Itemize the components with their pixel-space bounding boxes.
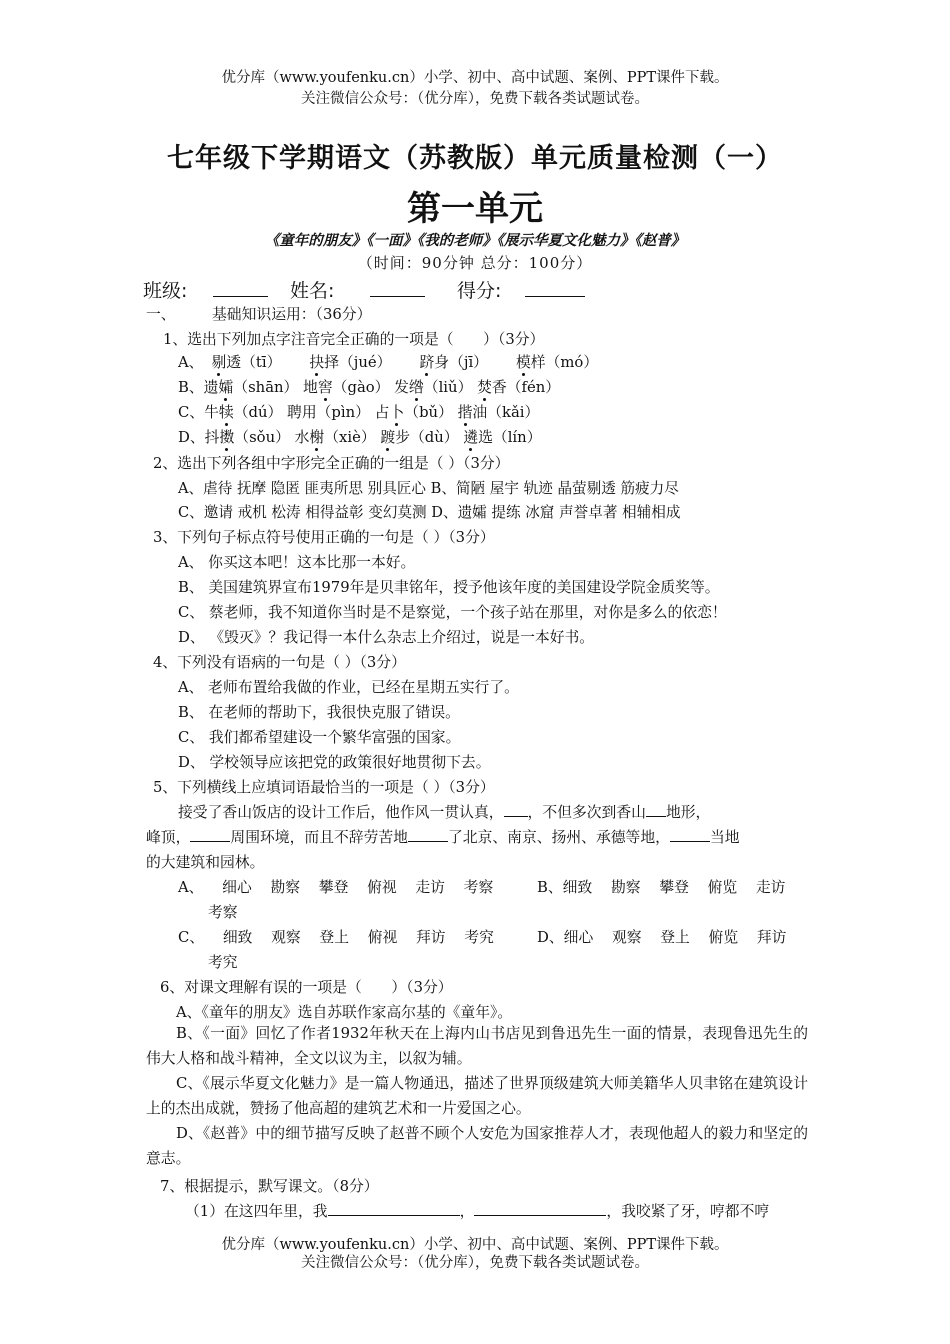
- q5-option-d: D、细心 观察 登上 俯览 拜访: [537, 929, 787, 946]
- lesson-list: 《童年的朋友》《一面》《我的老师》《展示华夏文化魅力》《赵普》: [264, 232, 686, 249]
- q4-option-b: B、 在老师的帮助下，我很快克服了错误。: [178, 704, 460, 721]
- q6-option-b: B、《一面》回忆了作者1932年秋天在上海内山书店见到鲁迅先生一面的情景，表现鲁迅先生的伟大人格和战斗精神，全文以议为主，以叙为辅。: [146, 1025, 808, 1067]
- q6-stem: 6、对课文理解有误的一项是（ ）（3分）: [160, 979, 453, 996]
- q5-blank-3[interactable]: [190, 827, 230, 842]
- q5-option-d-continued: 考究: [208, 954, 238, 971]
- q2-stem: 2、选出下列各组中字形完全正确的一组是（ ）（3分）: [153, 455, 510, 472]
- q1-option-d: D、抖擞（sǒu） 水榭（xiè） 踱步（dù） 遴选（lín）: [178, 429, 542, 446]
- q1-option-c: C、牛犊（dú） 聘用（pìn） 占卜（bǔ） 揩油（kǎi）: [178, 404, 540, 421]
- q4-stem: 4、下列没有语病的一句是（ ）（3分）: [153, 654, 406, 671]
- q1-stem: 1、选出下列加点字注音完全正确的一项是（ ）（3分）: [163, 331, 545, 348]
- score-blank[interactable]: [525, 278, 585, 297]
- q5-option-b-continued: 考察: [208, 904, 238, 921]
- q6-option-c: C、《展示华夏文化魅力》是一篇人物通迅，描述了世界顶级建筑大师美籍华人贝聿铭在建筑设计上的杰出成就，赞扬了他高超的建筑艺术和一片爱国之心。: [146, 1075, 808, 1117]
- q7-blank-2[interactable]: [474, 1201, 606, 1216]
- q5-option-a: A、 细心 勘察 攀登 俯视 走访 考察: [178, 879, 494, 896]
- q2-options-cd: C、邀请 戒机 松涛 相得益彰 变幻莫测 D、遗孀 提练 冰窟 声誉卓著 相辅相成: [178, 504, 681, 521]
- footer-line-2: 关注微信公众号：（优分库），免费下载各类试题试卷。: [301, 1255, 649, 1271]
- score-label: 得分:: [457, 280, 502, 302]
- q2-options-ab: A、虐待 抚摩 隐匿 匪夷所思 别具匠心 B、简陋 屋宇 轨迹 晶萤剔透 筋疲力尽: [178, 480, 679, 497]
- q5-stem: 5、下列横线上应填词语最恰当的一项是（ ）（3分）: [153, 779, 495, 796]
- time-and-score: （时间：90分钟 总分：100分）: [357, 254, 593, 272]
- exam-title: 七年级下学期语文（苏教版）单元质量检测（一）: [167, 143, 783, 174]
- q5-blank-5[interactable]: [670, 827, 710, 842]
- section-number: 一、: [146, 306, 176, 323]
- q5-passage-line-1: 接受了香山饭店的设计工作后，他作风一贯认真， ，不但多次到香山 地形，: [178, 804, 711, 821]
- name-label: 姓名:: [290, 280, 335, 302]
- q5-passage-line-3: 的大建筑和园林。: [146, 854, 265, 871]
- q5-option-b: B、细致 勘察 攀登 俯览 走访: [537, 879, 786, 896]
- class-blank[interactable]: [213, 278, 268, 297]
- q3-stem: 3、下列句子标点符号使用正确的一句是（ ）（3分）: [153, 529, 495, 546]
- q5-option-c: C、 细致 观察 登上 俯视 拜访 考究: [178, 929, 494, 946]
- header-line-2: 关注微信公众号：（优分库），免费下载各类试题试卷。: [301, 91, 649, 107]
- q3-option-a: A、 你买这本吧！这本比那一本好。: [178, 554, 416, 571]
- section-title: 基础知识运用：（36分）: [212, 306, 372, 323]
- q6-option-d: D、《赵普》中的细节描写反映了赵普不顾个人安危为国家推荐人才，表现他超人的毅力和坚定的意志。: [146, 1125, 808, 1167]
- q6-option-a: A、《童年的朋友》选自苏联作家高尔基的《童年》。: [176, 1004, 513, 1021]
- header-line-1: 优分库（www.youfenku.cn）小学、初中、高中试题、案例、PPT课件下载。: [221, 70, 729, 86]
- q5-blank-1[interactable]: [504, 802, 528, 817]
- q4-option-a: A、 老师布置给我做的作业，已经在星期五实行了。: [178, 679, 519, 696]
- q7-line-1: （1）在这四年里，我 ， ，我咬紧了牙，哼都不哼: [185, 1203, 770, 1220]
- q3-option-b: B、 美国建筑界宣布1979年是贝聿铭年，授予他该年度的美国建设学院金质奖等。: [178, 579, 720, 596]
- q7-stem: 7、根据提示，默写课文。（8分）: [160, 1178, 379, 1195]
- name-blank[interactable]: [370, 278, 425, 297]
- class-label: 班级:: [143, 280, 188, 302]
- q1-option-b: B、遗孀（shān） 地窖（gào） 发绺（liǔ） 焚香（fén）: [178, 379, 561, 396]
- q3-option-d: D、 《毁灭》？我记得一本什么杂志上介绍过，说是一本好书。: [178, 629, 595, 646]
- q1-option-a: A、 剔透（tī） 抉择（jué） 跻身（jī） 模样（mó）: [178, 354, 599, 371]
- q5-passage-line-2: 峰顶， 周围环境，而且不辞劳苦地 了北京、南京、扬州、承德等地， 当地: [146, 829, 740, 846]
- footer-line-1: 优分库（www.youfenku.cn）小学、初中、高中试题、案例、PPT课件下载。: [221, 1237, 729, 1253]
- q5-blank-2[interactable]: [646, 802, 666, 817]
- q4-option-c: C、 我们都希望建设一个繁华富强的国家。: [178, 729, 461, 746]
- q7-blank-1[interactable]: [328, 1201, 460, 1216]
- q3-option-c: C、 蔡老师，我不知道你当时是不是察觉，一个孩子站在那里，对你是多么的依恋！: [178, 604, 727, 621]
- q5-blank-4[interactable]: [408, 827, 448, 842]
- unit-title: 第一单元: [407, 189, 543, 229]
- q4-option-d: D、 学校领导应该把党的政策很好地贯彻下去。: [178, 754, 491, 771]
